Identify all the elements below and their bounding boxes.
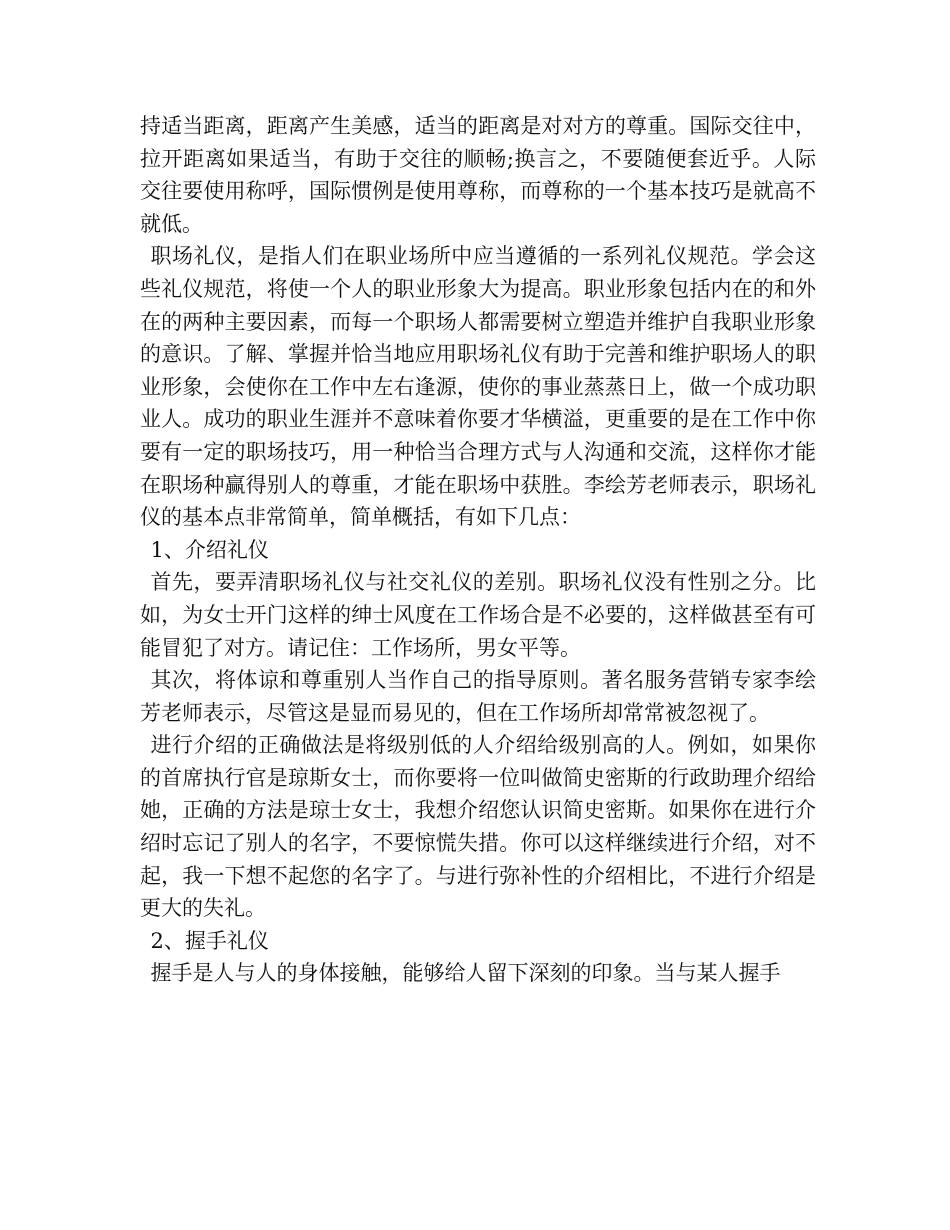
paragraph-handshake: 握手是人与人的身体接触，能够给人留下深刻的印象。当与某人握手 (150, 961, 781, 986)
paragraph-distance-etiquette: 持适当距离，距离产生美感，适当的距离是对对方的尊重。国际交往中，拉开距离如果适当，有助于交往的顺畅;换言之，不要随便套近乎。人际交往要使用称呼，国际惯例是使用尊称，而尊称的一个基本技巧是就高不就低。 (140, 114, 816, 236)
document-page (140, 110, 816, 990)
heading-introduction-etiquette: 1、介绍礼仪 (150, 537, 269, 562)
paragraph-workplace-etiquette: 职场礼仪，是指人们在职业场所中应当遵循的一系列礼仪规范。学会这些礼仪规范，将使一个人的职业形象大为提高。职业形象包括内在的和外在的两种主要因素，而每一个职场人都需要树立塑造并维护自我职业形象的意识。了解、掌握并恰当地应用职场礼仪有助于完善和维护职场人的职业形象，会使你在工作中左右逢源，使你的事业蒸蒸日上，做一个成功职业人。成功的职业生涯并不意味着你要才华横溢，更重要的是在工作中你要有一定的职场技巧，用一种恰当合理方式与人沟通和交流，这样你才能在职场种赢得别人的尊重，才能在职场中获胜。李绘芳老师表示，职场礼仪的基本点非常简单，简单概括，有如下几点： (140, 244, 816, 530)
paragraph-first-point: 首先，要弄清职场礼仪与社交礼仪的差别。职场礼仪没有性别之分。比如，为女士开门这样的绅士风度在工作场合是不必要的，这样做甚至有可能冒犯了对方。请记住：工作场所，男女平等。 (140, 570, 816, 660)
heading-handshake-etiquette: 2、握手礼仪 (150, 928, 269, 953)
paragraph-second-point: 其次，将体谅和尊重别人当作自己的指导原则。著名服务营销专家李绘芳老师表示，尽管这是显而易见的，但在工作场所却常常被忽视了。 (140, 668, 816, 725)
paragraph-introduction-method: 进行介绍的正确做法是将级别低的人介绍给级别高的人。例如，如果你的首席执行官是琼斯女士，而你要将一位叫做简史密斯的行政助理介绍给她，正确的方法是琼士女士，我想介绍您认识简史密斯。如果你在进行介绍时忘记了别人的名字，不要惊慌失措。你可以这样继续进行介绍，对不起，我一下想不起您的名字了。与进行弥补性的介绍相比，不进行介绍是更大的失礼。 (140, 733, 816, 921)
